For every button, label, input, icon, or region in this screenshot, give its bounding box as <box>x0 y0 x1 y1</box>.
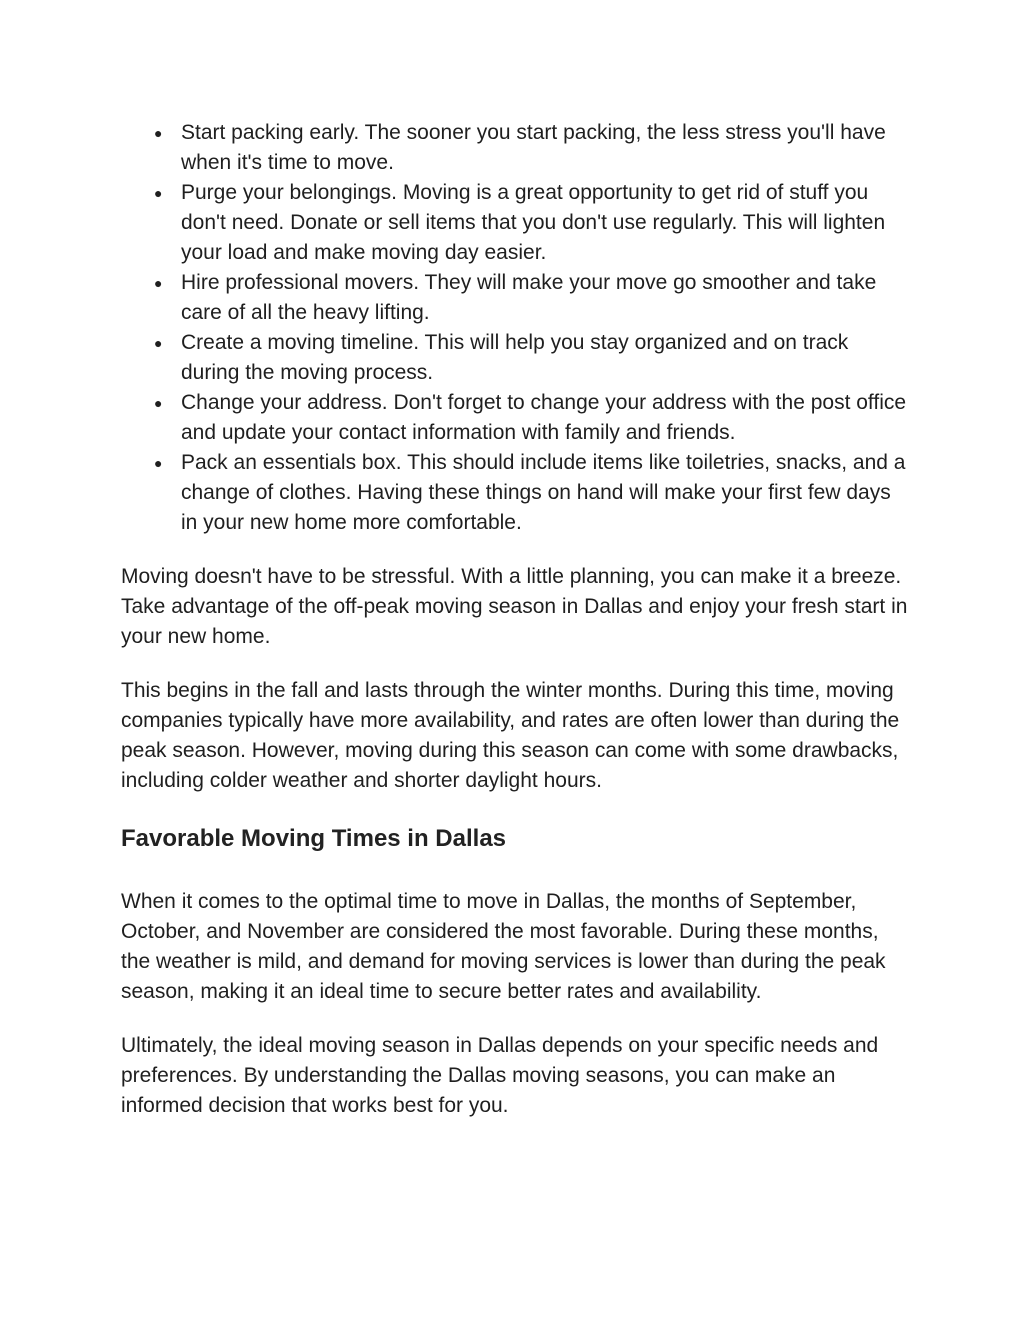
list-item <box>121 268 911 328</box>
list-item <box>121 328 911 388</box>
document-page <box>121 118 911 1121</box>
list-item <box>121 178 911 268</box>
bullet-icon: ● <box>154 395 163 411</box>
paragraph-off-peak: This begins in the fall and lasts through the winter months. During this time, moving companies typically have more availability, and rates are often lower than during the peak season. However, moving during this season can come with some drawbacks, including colder weather and shorter daylight hours. <box>121 679 900 792</box>
section-heading: Favorable Moving Times in Dallas <box>121 825 507 852</box>
bullet-icon: ● <box>154 125 163 141</box>
tips-list <box>121 118 911 538</box>
bullet-icon: ● <box>154 185 163 201</box>
paragraph-stress-free: Moving doesn't have to be stressful. With a little planning, you can make it a breeze. Take advantage of the off-peak moving season in Dallas and enjoy your fresh start in your new home. <box>121 565 908 648</box>
list-item <box>121 448 911 538</box>
list-item-text: Create a moving timeline. This will help you stay organized and on track during the moving process. <box>181 331 849 384</box>
bullet-icon: ● <box>154 275 163 291</box>
list-item <box>121 118 911 178</box>
list-item-text: Change your address. Don't forget to change your address with the post office and update your contact information with family and friends. <box>181 391 907 444</box>
bullet-icon: ● <box>154 335 163 351</box>
paragraph-favorable-months: When it comes to the optimal time to move in Dallas, the months of September, October, and November are considered the most favorable. During these months, the weather is mild, and demand for moving services is lower than during the peak season, making it an ideal time to secure better rates and availability. <box>121 890 886 1003</box>
list-item-text: Start packing early. The sooner you start packing, the less stress you'll have when it's time to move. <box>181 121 886 174</box>
list-item <box>121 388 911 448</box>
list-item-text: Pack an essentials box. This should include items like toiletries, snacks, and a change of clothes. Having these things on hand will make your first few days in your new home more comfortable. <box>181 451 906 534</box>
bullet-icon: ● <box>154 455 163 471</box>
list-item-text: Purge your belongings. Moving is a great opportunity to get rid of stuff you don't need. Donate or sell items that you don't use regularly. This will lighten your load and make moving day easier. <box>181 181 886 264</box>
list-item-text: Hire professional movers. They will make your move go smoother and take care of all the heavy lifting. <box>181 271 877 324</box>
paragraph-conclusion: Ultimately, the ideal moving season in Dallas depends on your specific needs and preferences. By understanding the Dallas moving seasons, you can make an informed decision that works best for you. <box>121 1034 879 1117</box>
